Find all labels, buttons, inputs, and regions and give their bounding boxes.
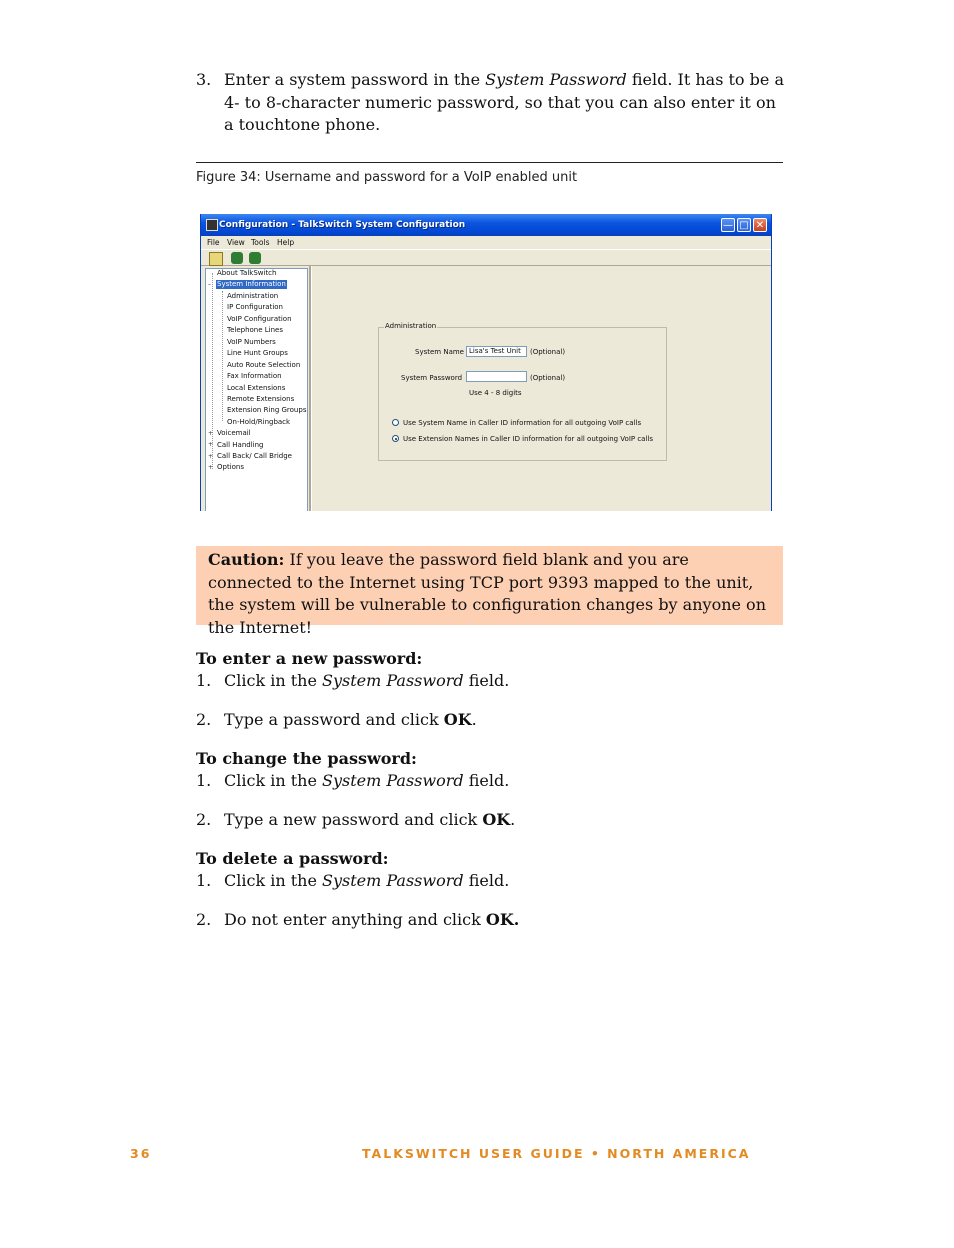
step-bold: OK: [482, 810, 511, 829]
step-text: field.: [463, 871, 510, 890]
caution-text: If you leave the password field blank and you are connected to the Internet using TCP port 9393 mapped to the unit, the system will be vulnerable to configuration changes by anyone on the Internet!: [208, 550, 766, 637]
tree-node-voicemail[interactable]: Voicemail: [217, 429, 251, 437]
caution-label: Caution:: [208, 550, 285, 569]
radio-selected-dot: [395, 438, 397, 440]
menubar: [201, 236, 771, 249]
window-title: Configuration - TalkSwitch System Configuration: [219, 220, 466, 230]
step-text: Type a new password and click: [224, 810, 483, 829]
step-text: Do not enter anything and click: [224, 910, 486, 929]
minimize-icon: —: [723, 220, 733, 231]
caution-box: [196, 546, 783, 637]
tree-pane: [205, 268, 308, 511]
step-2: [196, 709, 477, 732]
step-text: field.: [463, 671, 510, 690]
step-number: 3.: [196, 70, 212, 89]
tree-node-fax-information[interactable]: Fax Information: [227, 372, 282, 380]
menu-view[interactable]: View: [227, 238, 245, 247]
system-password-optional: (Optional): [530, 374, 566, 382]
radio-system-name-label: Use System Name in Caller ID information for all outgoing VoIP calls: [403, 419, 642, 427]
system-name-optional: (Optional): [530, 348, 566, 356]
step-text-pre: Enter a system password in the: [224, 70, 486, 89]
step-emphasis: System Password: [322, 871, 464, 890]
step-1: [196, 670, 509, 693]
step-text: .: [510, 810, 516, 829]
tree-node-line-hunt-groups[interactable]: Line Hunt Groups: [227, 349, 288, 357]
tree-node-voip-configuration[interactable]: VoIP Configuration: [227, 315, 292, 323]
tree-node-on-hold-ringback[interactable]: On-Hold/Ringback: [227, 418, 291, 426]
step-bold: OK: [443, 710, 472, 729]
step-text: Click in the: [224, 771, 323, 790]
download-icon[interactable]: [231, 252, 243, 264]
administration-legend: Administration: [385, 322, 437, 330]
tree-line: [212, 273, 213, 469]
menu-file[interactable]: File: [207, 238, 220, 247]
tree-line: [222, 291, 223, 421]
tree-node-extension-ring-groups[interactable]: Extension Ring Groups: [227, 406, 307, 414]
section-heading: To enter a new password:: [196, 649, 423, 668]
step-text: Click in the: [224, 671, 323, 690]
section-delete-password: [196, 848, 786, 929]
radio-system-name[interactable]: [392, 419, 399, 426]
tree-node-remote-extensions[interactable]: Remote Extensions: [227, 395, 295, 403]
step-text-emphasis: System Password: [485, 70, 627, 89]
step-number: 1.: [196, 671, 212, 690]
upload-icon[interactable]: [249, 252, 261, 264]
step-text: .: [471, 710, 477, 729]
figure-rule: [196, 162, 783, 163]
tree-node-auto-route-selection[interactable]: Auto Route Selection: [227, 361, 301, 369]
maximize-button[interactable]: [737, 218, 751, 232]
section-enter-password: [196, 648, 786, 729]
step-number: 1.: [196, 871, 212, 890]
figure-caption: Figure 34: Username and password for a VoIP enabled unit: [196, 170, 578, 185]
section-change-password: [196, 748, 786, 829]
radio-extension-names-label: Use Extension Names in Caller ID information for all outgoing VoIP calls: [403, 435, 654, 443]
footer-title: TALKSWITCH USER GUIDE • NORTH AMERICA: [362, 1146, 751, 1161]
step-emphasis: System Password: [322, 671, 464, 690]
step-1: [196, 870, 509, 893]
tree-node-administration[interactable]: Administration: [227, 292, 279, 300]
tree-node-ip-configuration[interactable]: IP Configuration: [227, 303, 283, 311]
expand-icon[interactable]: +: [208, 464, 214, 471]
open-folder-icon[interactable]: [209, 252, 223, 266]
window-titlebar: [201, 214, 771, 236]
step-3: [196, 69, 786, 137]
maximize-icon: □: [739, 220, 749, 231]
tree-node-system-information[interactable]: System Information: [217, 280, 286, 288]
radio-extension-names[interactable]: [392, 435, 399, 442]
system-name-label: System Name: [415, 348, 464, 356]
tree-node-telephone-lines[interactable]: Telephone Lines: [227, 326, 284, 334]
tree-node-call-back-bridge[interactable]: Call Back/ Call Bridge: [217, 452, 292, 460]
step-2: [196, 809, 515, 832]
step-2: [196, 909, 519, 932]
minimize-button[interactable]: [721, 218, 735, 232]
section-heading: To delete a password:: [196, 849, 389, 868]
tree-node-local-extensions[interactable]: Local Extensions: [227, 384, 286, 392]
settings-pane: [311, 266, 772, 511]
step-text: Click in the: [224, 871, 323, 890]
expand-icon[interactable]: +: [208, 441, 214, 448]
step-number: 2.: [196, 710, 212, 729]
system-name-input[interactable]: Lisa's Test Unit: [466, 346, 527, 357]
step-text-post: field. It has to be a 4- to 8-character numeric password, so that you can also enter it on a touchtone phone.: [224, 70, 784, 134]
close-icon: ✕: [755, 220, 765, 231]
step-emphasis: System Password: [322, 771, 464, 790]
section-heading: To change the password:: [196, 749, 417, 768]
tree-node-options[interactable]: Options: [217, 463, 245, 471]
page-number: 36: [130, 1146, 152, 1161]
tree-node-voip-numbers[interactable]: VoIP Numbers: [227, 338, 276, 346]
step-1: [196, 770, 509, 793]
step-number: 2.: [196, 810, 212, 829]
step-number: 1.: [196, 771, 212, 790]
step-text: Type a password and click: [224, 710, 444, 729]
step-text: [224, 69, 786, 137]
system-password-label: System Password: [401, 374, 463, 382]
step-bold: OK.: [485, 910, 520, 929]
tree-node-call-handling[interactable]: Call Handling: [217, 441, 264, 449]
tree-node-about[interactable]: About TalkSwitch: [217, 269, 277, 277]
menu-tools[interactable]: Tools: [251, 238, 270, 247]
close-button[interactable]: [753, 218, 767, 232]
app-icon: [206, 219, 218, 231]
collapse-icon[interactable]: –: [208, 281, 211, 288]
menu-help[interactable]: Help: [277, 238, 295, 247]
toolbar: [201, 249, 771, 266]
password-hint: Use 4 - 8 digits: [469, 389, 522, 397]
system-password-input[interactable]: [466, 371, 527, 382]
config-window-screenshot: [200, 214, 772, 511]
step-text: field.: [463, 771, 510, 790]
expand-icon[interactable]: +: [208, 453, 214, 460]
expand-icon[interactable]: +: [208, 430, 214, 437]
step-number: 2.: [196, 910, 212, 929]
